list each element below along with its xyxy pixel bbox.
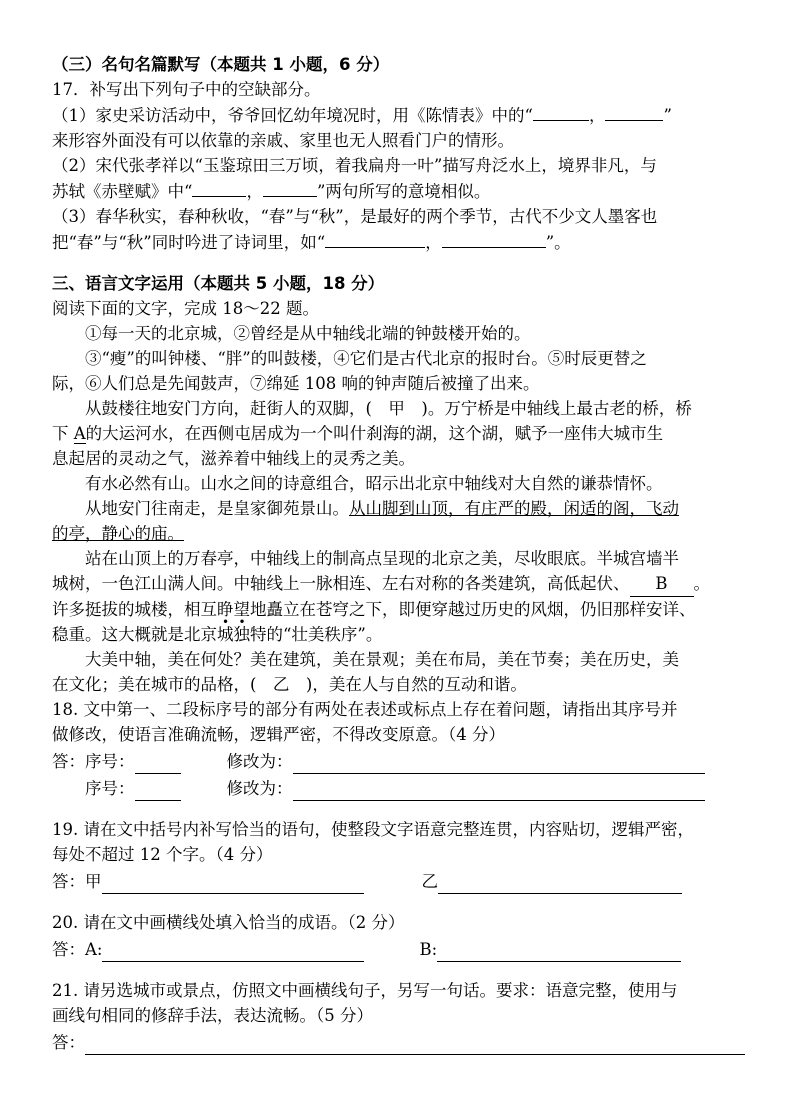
passage-line: 际，⑥人们总是先闻鼓声，⑦绵延 108 响的钟声随后被撞了出来。: [52, 374, 540, 393]
q17-p1-text-b: ，: [588, 106, 606, 125]
q17-stem: 17．补写出下列句子中的空缺部分。: [52, 80, 321, 99]
fix-field[interactable]: [293, 780, 705, 801]
fix-field[interactable]: [293, 753, 705, 774]
q17-part3-line2: [52, 229, 762, 255]
emphasized-char: 望: [233, 600, 250, 619]
q17-p2-text-a: 苏轼《赤壁赋》中“: [52, 182, 193, 201]
passage-line: 有水必然有山。山水之间的诗意组合，昭示出北京中轴线对大自然的谦恭情怀。: [85, 474, 663, 493]
q17-p2-text-b: ，: [246, 182, 263, 201]
fix-label: 修改为：: [226, 779, 293, 798]
passage-text: 的大运河水，在西侧屯居成为一个叫什刹海的湖，这个湖，赋予一座伟大城市生: [85, 424, 664, 443]
q17-part1-line1: [52, 102, 762, 128]
q18-answer-row-2: [52, 774, 762, 801]
q17-part1-line2: 来形容外面没有可以依靠的亲戚、家里也无人照看门户的情形。: [52, 131, 514, 150]
section-heading-language: 三、语言文字运用（本题共 5 小题，18 分）: [52, 274, 385, 293]
passage-text: 城树，一色江山满人间。中轴线上一脉相连、左右对称的各类建筑，高低起伏、: [52, 574, 630, 593]
passage-line: 大美中轴，美在何处？美在建筑，美在景观；美在布局，美在节奏；美在历史，美: [85, 650, 679, 669]
q20-answer-row: [52, 935, 762, 962]
q17-p3-text-a: 把“春”与“秋”同时吟进了诗词里，如“: [52, 233, 326, 252]
passage-line: 从鼓楼往地安门方向，赶街人的双脚，( 甲 )。万宁桥是中轴线上最古老的桥，桥: [85, 399, 692, 418]
passage-line: [52, 597, 762, 622]
q19-answer-row: [52, 867, 762, 894]
q19-line1: 19. 请在文中括号内补写恰当的语句，使整段文字语意完整连贯，内容贴切，逻辑严密，: [52, 820, 694, 839]
answer-blank[interactable]: [442, 229, 546, 248]
q19-line2: 每处不超过 12 个字。（4 分）: [52, 845, 273, 864]
q17-part3-line1: （3）春华秋实，春种秋收，“春”与“秋”，是最好的两个季节，古代不少文人墨客也: [52, 207, 658, 226]
seq-field[interactable]: [135, 753, 181, 774]
answer-label-b: B:: [419, 940, 438, 959]
q17-p1-text-c: ”: [663, 106, 672, 125]
passage-line: 息起居的灵动之气，滋养着中轴线上的灵秀之美。: [52, 449, 415, 468]
passage-line: [52, 421, 762, 446]
seq-field[interactable]: [135, 780, 181, 801]
seq-label: 序号：: [85, 752, 135, 771]
yi-field[interactable]: [438, 873, 682, 894]
answer-label: 答：: [52, 1033, 85, 1052]
b-field[interactable]: [437, 941, 681, 962]
q21-answer-row: [52, 1028, 762, 1055]
answer-label-jia: 答：甲: [52, 872, 102, 891]
a-field[interactable]: [102, 941, 364, 962]
q21-field[interactable]: [85, 1034, 745, 1055]
section-heading-poetry: （三）名句名篇默写（本题共 1 小题，6 分）: [52, 55, 390, 74]
q18-line2: 做修改，使语言准确流畅，逻辑严密，不得改变原意。（4 分）: [52, 725, 505, 744]
emphasized-char: 睁: [217, 600, 234, 619]
passage-line: 稳重。这大概就是北京城独特的“壮美秩序”。: [52, 625, 383, 644]
answer-blank[interactable]: [533, 102, 589, 121]
fix-label: 修改为：: [226, 752, 293, 771]
passage-line: ③“瘦”的叫钟楼、“胖”的叫鼓楼，④它们是古代北京的报时台。⑤时辰更替之: [85, 349, 647, 368]
underlined-sentence: 的亭，静心的庙。: [52, 524, 184, 543]
q18-answer-row-1: [52, 747, 762, 774]
passage-line: 站在山顶上的万春亭，中轴线上的制高点呈现的北京之美，尽收眼底。半城宫墙半: [85, 549, 679, 568]
passage-text: 地矗立在苍穹之下，即便穿越过历史的风烟，仍旧那样安详、: [250, 600, 696, 619]
passage-text: 。: [693, 574, 710, 593]
answer-blank[interactable]: [263, 178, 317, 197]
q17-p3-text-b: ，: [425, 233, 442, 252]
q20-line1: 20. 请在文中画横线处填入恰当的成语。（2 分）: [52, 913, 405, 932]
q18-line1: 18. 文中第一、二段标序号的部分有两处在表述或标点上存在着问题，请指出其序号并: [52, 700, 678, 719]
q21-line1: 21. 请另选城市或景点，仿照文中画横线句子，另写一句话。要求：语意完整，使用与: [52, 981, 678, 1000]
answer-label-yi: 乙: [421, 872, 438, 891]
passage-text: 许多挺拔的城楼，相互: [52, 600, 217, 619]
exam-page: [52, 52, 762, 1055]
passage-line: [52, 496, 762, 521]
q17-part2-line2: [52, 178, 762, 204]
passage-text: 从地安门往南走，是皇家御苑景山。: [85, 499, 349, 518]
passage-line: 在文化；美在城市的品格，( 乙 )，美在人与自然的互动和谐。: [52, 675, 527, 694]
q17-p3-text-c: ”。: [545, 233, 571, 252]
answer-label: 答：: [52, 752, 85, 771]
q17-p2-text-c: ”两句所写的意境相似。: [316, 182, 491, 201]
jia-field[interactable]: [102, 873, 364, 894]
answer-blank[interactable]: [192, 178, 246, 197]
q17-p1-text-a: （1）家史采访活动中，爷爷回忆幼年境况时，用《陈情表》中的“: [52, 106, 533, 125]
underlined-sentence: 从山脚到山顶，有庄严的殿，闲适的阁，飞动: [349, 499, 679, 518]
q17-part2-line1: （2）宋代张孝祥以“玉鉴琼田三万顷，着我扁舟一叶”描写舟泛水上，境界非凡，与: [52, 156, 657, 175]
answer-label-a: 答：A:: [52, 940, 103, 959]
passage-line: [52, 521, 762, 546]
q21-line2: 画线句相同的修辞手法，表达流畅。（5 分）: [52, 1006, 373, 1025]
passage-line: ①每一天的北京城，②曾经是从中轴线北端的钟鼓楼开始的。: [85, 324, 531, 343]
reading-intro: 阅读下面的文字，完成 18～22 题。: [52, 299, 319, 318]
blank-b-marker: B: [630, 571, 694, 597]
blank-a-marker: A: [73, 424, 86, 443]
seq-label: 序号：: [85, 779, 135, 798]
answer-blank[interactable]: [605, 102, 663, 121]
passage-text: 下: [52, 424, 69, 443]
answer-blank[interactable]: [325, 229, 425, 248]
passage-line: [52, 571, 762, 597]
